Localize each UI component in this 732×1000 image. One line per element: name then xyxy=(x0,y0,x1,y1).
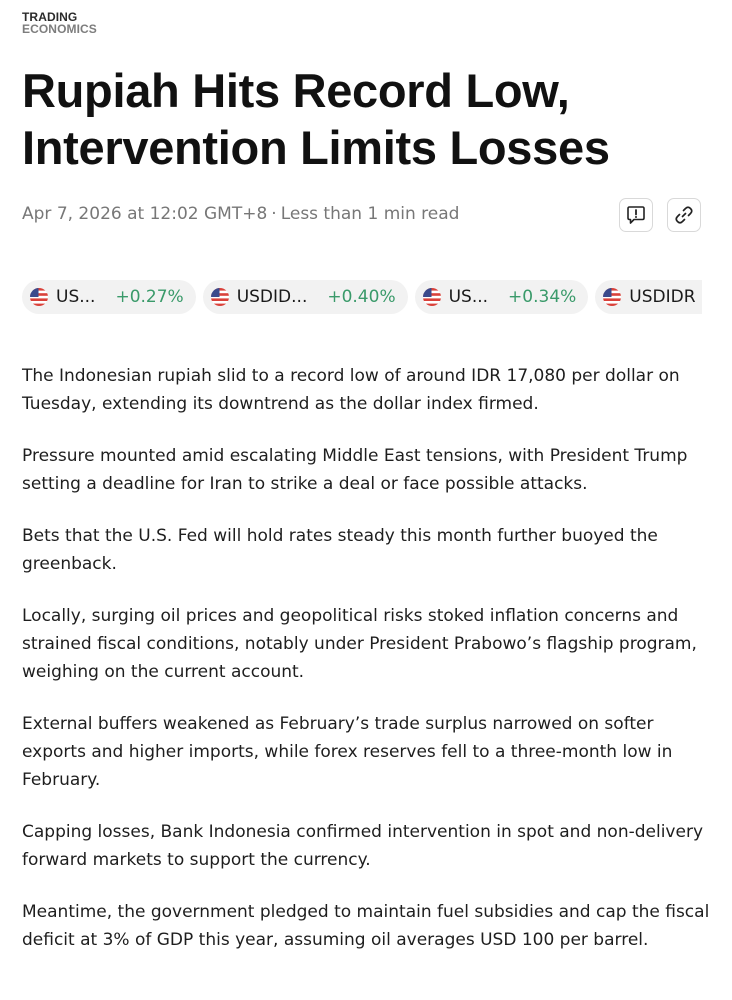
us-flag-icon xyxy=(30,288,48,306)
article-paragraph: Bets that the U.S. Fed will hold rates steady this month further buoyed the greenback. xyxy=(22,526,658,574)
ticker-symbol: USDIDR xyxy=(629,287,696,307)
article-paragraph: External buffers weakened as February’s trade surplus narrowed on softer exports and higher imports, while forex reserves fell to a three-month low in February. xyxy=(22,714,673,790)
meta-separator: · xyxy=(271,204,277,224)
article-body xyxy=(22,362,712,978)
us-flag-icon xyxy=(423,288,441,306)
ticker-change: +0.40% xyxy=(327,287,396,307)
ticker-change: +0.34% xyxy=(508,287,577,307)
ticker-symbol: US... xyxy=(448,287,489,307)
logo-line-2: ECONOMICS xyxy=(22,22,97,36)
ticker-change: +0.27% xyxy=(115,287,184,307)
logo-line-1: TRADING xyxy=(22,10,78,24)
us-flag-icon xyxy=(211,288,229,306)
article-paragraph: Locally, surging oil prices and geopolitical risks stoked inflation concerns and strained fiscal conditions, notably under President Prabowo’s flagship program, weighing on the current account. xyxy=(22,606,697,682)
article-paragraph: The Indonesian rupiah slid to a record low of around IDR 17,080 per dollar on Tuesday, extending its downtrend as the dollar index firmed. xyxy=(22,366,680,414)
link-icon xyxy=(673,204,695,226)
us-flag-icon xyxy=(603,288,621,306)
feedback-button[interactable] xyxy=(619,198,653,232)
article-headline: Rupiah Hits Record Low, Intervention Limits Losses xyxy=(22,64,610,174)
ticker-symbol: US... xyxy=(56,287,96,307)
read-time: Less than 1 min read xyxy=(280,204,460,224)
article-paragraph: Meantime, the government pledged to maintain fuel subsidies and cap the fiscal deficit at 3% of GDP this year, assuming oil averages USD 100 per barrel. xyxy=(22,902,710,950)
article-date: Apr 7, 2026 at 12:02 GMT+8 xyxy=(22,204,268,224)
ticker-pill[interactable] xyxy=(22,280,196,314)
ticker-pill[interactable] xyxy=(203,280,408,314)
ticker-pill[interactable] xyxy=(415,280,589,314)
ticker-strip xyxy=(22,280,702,316)
ticker-symbol: USDID... xyxy=(236,287,308,307)
article-paragraph: Capping losses, Bank Indonesia confirmed intervention in spot and non-delivery forward markets to support the currency. xyxy=(22,822,704,870)
article-meta xyxy=(22,204,459,224)
trading-economics-logo[interactable] xyxy=(22,11,97,35)
article-paragraph: Pressure mounted amid escalating Middle East tensions, with President Trump setting a deadline for Iran to strike a deal or face possible attacks. xyxy=(22,446,688,494)
copy-link-button[interactable] xyxy=(667,198,701,232)
feedback-icon xyxy=(625,204,647,226)
ticker-pill[interactable] xyxy=(595,280,702,314)
